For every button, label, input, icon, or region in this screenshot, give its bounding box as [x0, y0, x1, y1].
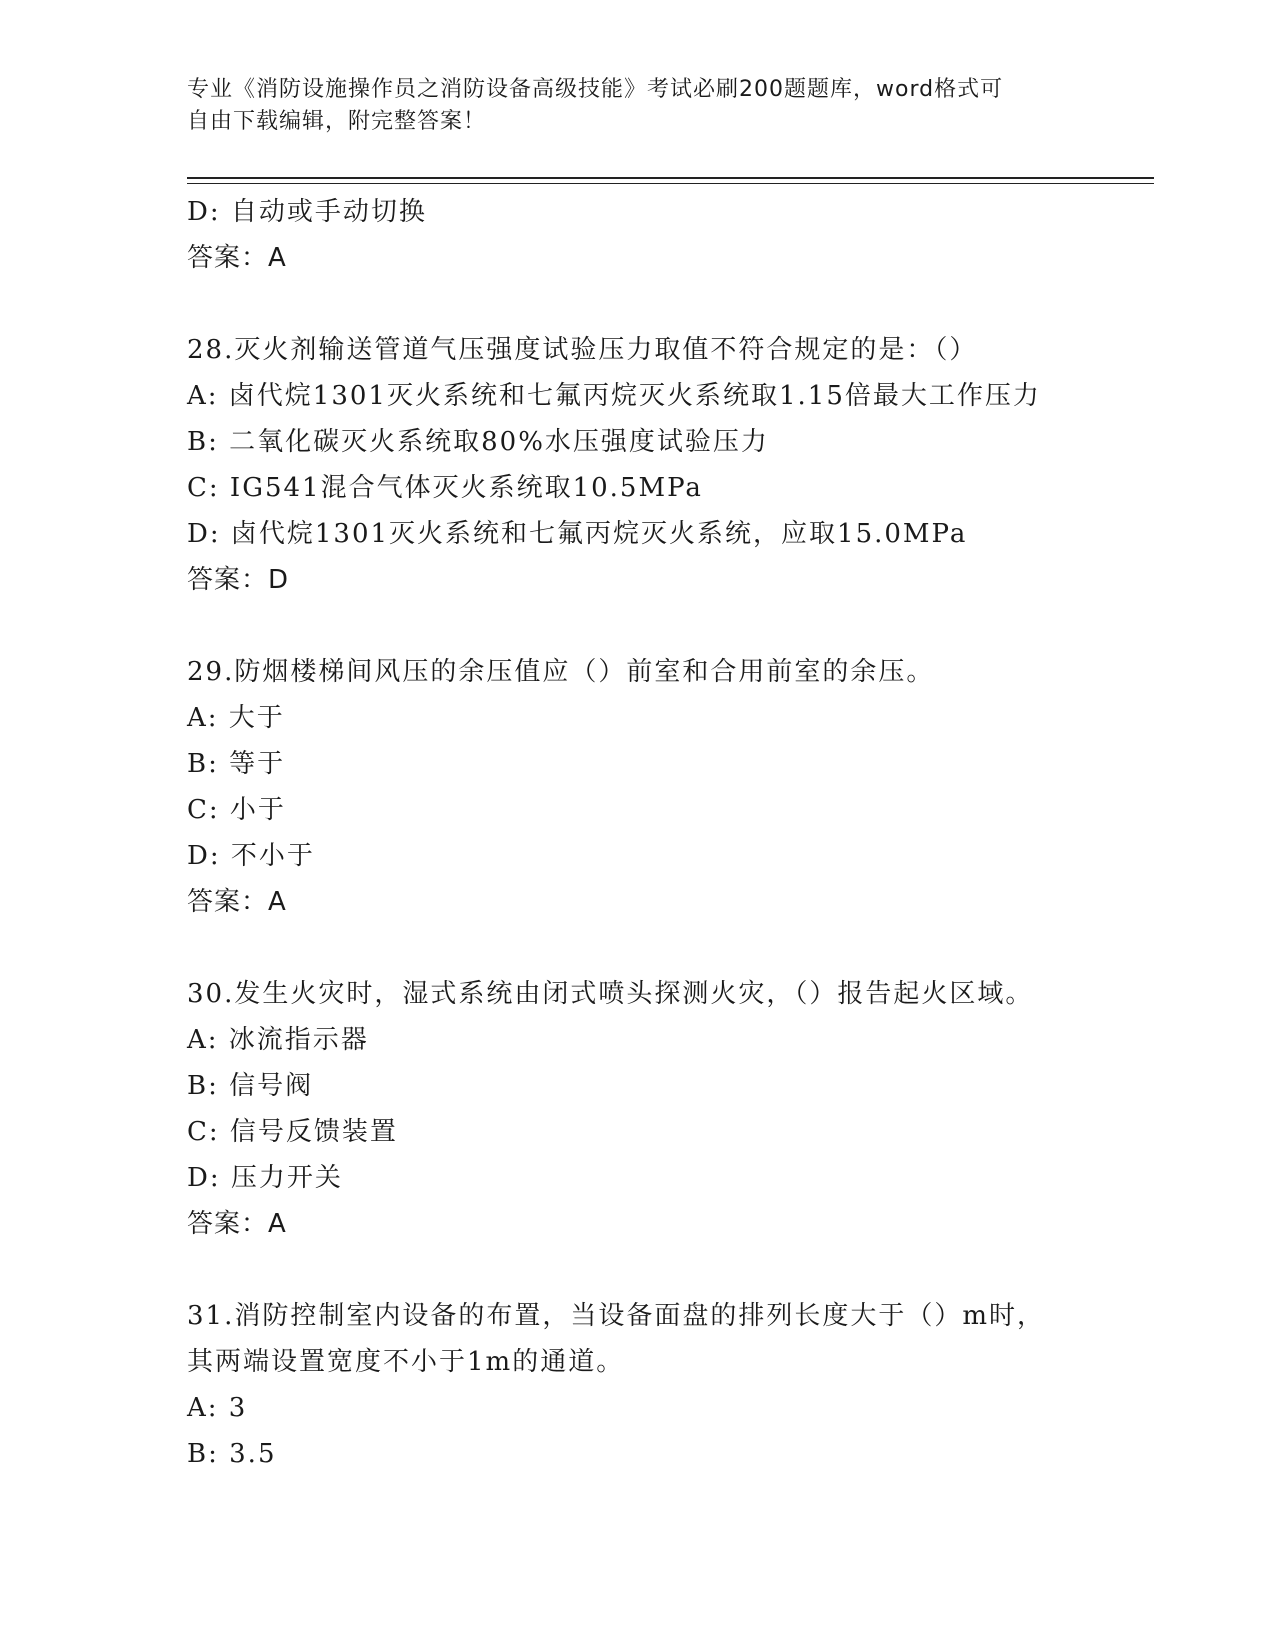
question-30-option-b: B: 信号阀 — [187, 1071, 314, 1101]
question-30-answer: 答案：A — [187, 1209, 287, 1239]
question-31-stem-line-2: 其两端设置宽度不小于1m的通道。 — [187, 1347, 625, 1377]
question-30-option-c: C: 信号反馈装置 — [187, 1117, 398, 1147]
header-line-1: 专业《消防设施操作员之消防设备高级技能》考试必刷200题题库，word格式可 — [187, 77, 1004, 102]
header-rule-thin — [187, 183, 1154, 184]
spacer — [187, 925, 1147, 971]
question-29-option-d: D: 不小于 — [187, 841, 315, 871]
question-29-option-a: A: 大于 — [187, 703, 285, 733]
question-block-29 — [187, 649, 1147, 925]
question-list — [187, 189, 1147, 1477]
header-rule-thick — [187, 177, 1154, 179]
spacer — [187, 603, 1147, 649]
question-block-31 — [187, 1293, 1147, 1477]
spacer — [187, 1247, 1147, 1293]
question-30-stem: 30.发生火灾时，湿式系统由闭式喷头探测火灾，（）报告起火区域。 — [187, 979, 1034, 1009]
spacer — [187, 281, 1147, 327]
document-header — [187, 74, 1067, 138]
question-30-option-a: A: 冰流指示器 — [187, 1025, 369, 1055]
question-27-option-d: D: 自动或手动切换 — [187, 197, 427, 227]
question-28-answer: 答案：D — [187, 565, 290, 595]
question-block-28 — [187, 327, 1147, 603]
question-29-option-b: B: 等于 — [187, 749, 286, 779]
question-29-answer: 答案：A — [187, 887, 287, 917]
question-28-option-d: D: 卤代烷1301灭火系统和七氟丙烷灭火系统，应取15.0MPa — [187, 519, 968, 549]
question-block-30 — [187, 971, 1147, 1247]
question-31-stem-line-1: 31.消防控制室内设备的布置，当设备面盘的排列长度大于（）m时， — [187, 1301, 1046, 1331]
question-28-option-a: A: 卤代烷1301灭火系统和七氟丙烷灭火系统取1.15倍最大工作压力 — [187, 381, 1041, 411]
question-28-stem: 28.灭火剂输送管道气压强度试验压力取值不符合规定的是：（） — [187, 335, 978, 365]
question-block-27 — [187, 189, 1147, 281]
question-28-option-b: B: 二氧化碳灭火系统取80%水压强度试验压力 — [187, 427, 769, 457]
question-29-stem: 29.防烟楼梯间风压的余压值应（）前室和合用前室的余压。 — [187, 657, 935, 687]
question-27-answer: 答案：A — [187, 243, 287, 273]
question-30-option-d: D: 压力开关 — [187, 1163, 343, 1193]
question-31-option-a: A: 3 — [187, 1393, 248, 1423]
question-28-option-c: C: IG541混合气体灭火系统取10.5MPa — [187, 473, 703, 503]
header-line-2: 自由下载编辑，附完整答案！ — [187, 109, 487, 134]
question-29-option-c: C: 小于 — [187, 795, 286, 825]
question-31-option-b: B: 3.5 — [187, 1439, 277, 1469]
